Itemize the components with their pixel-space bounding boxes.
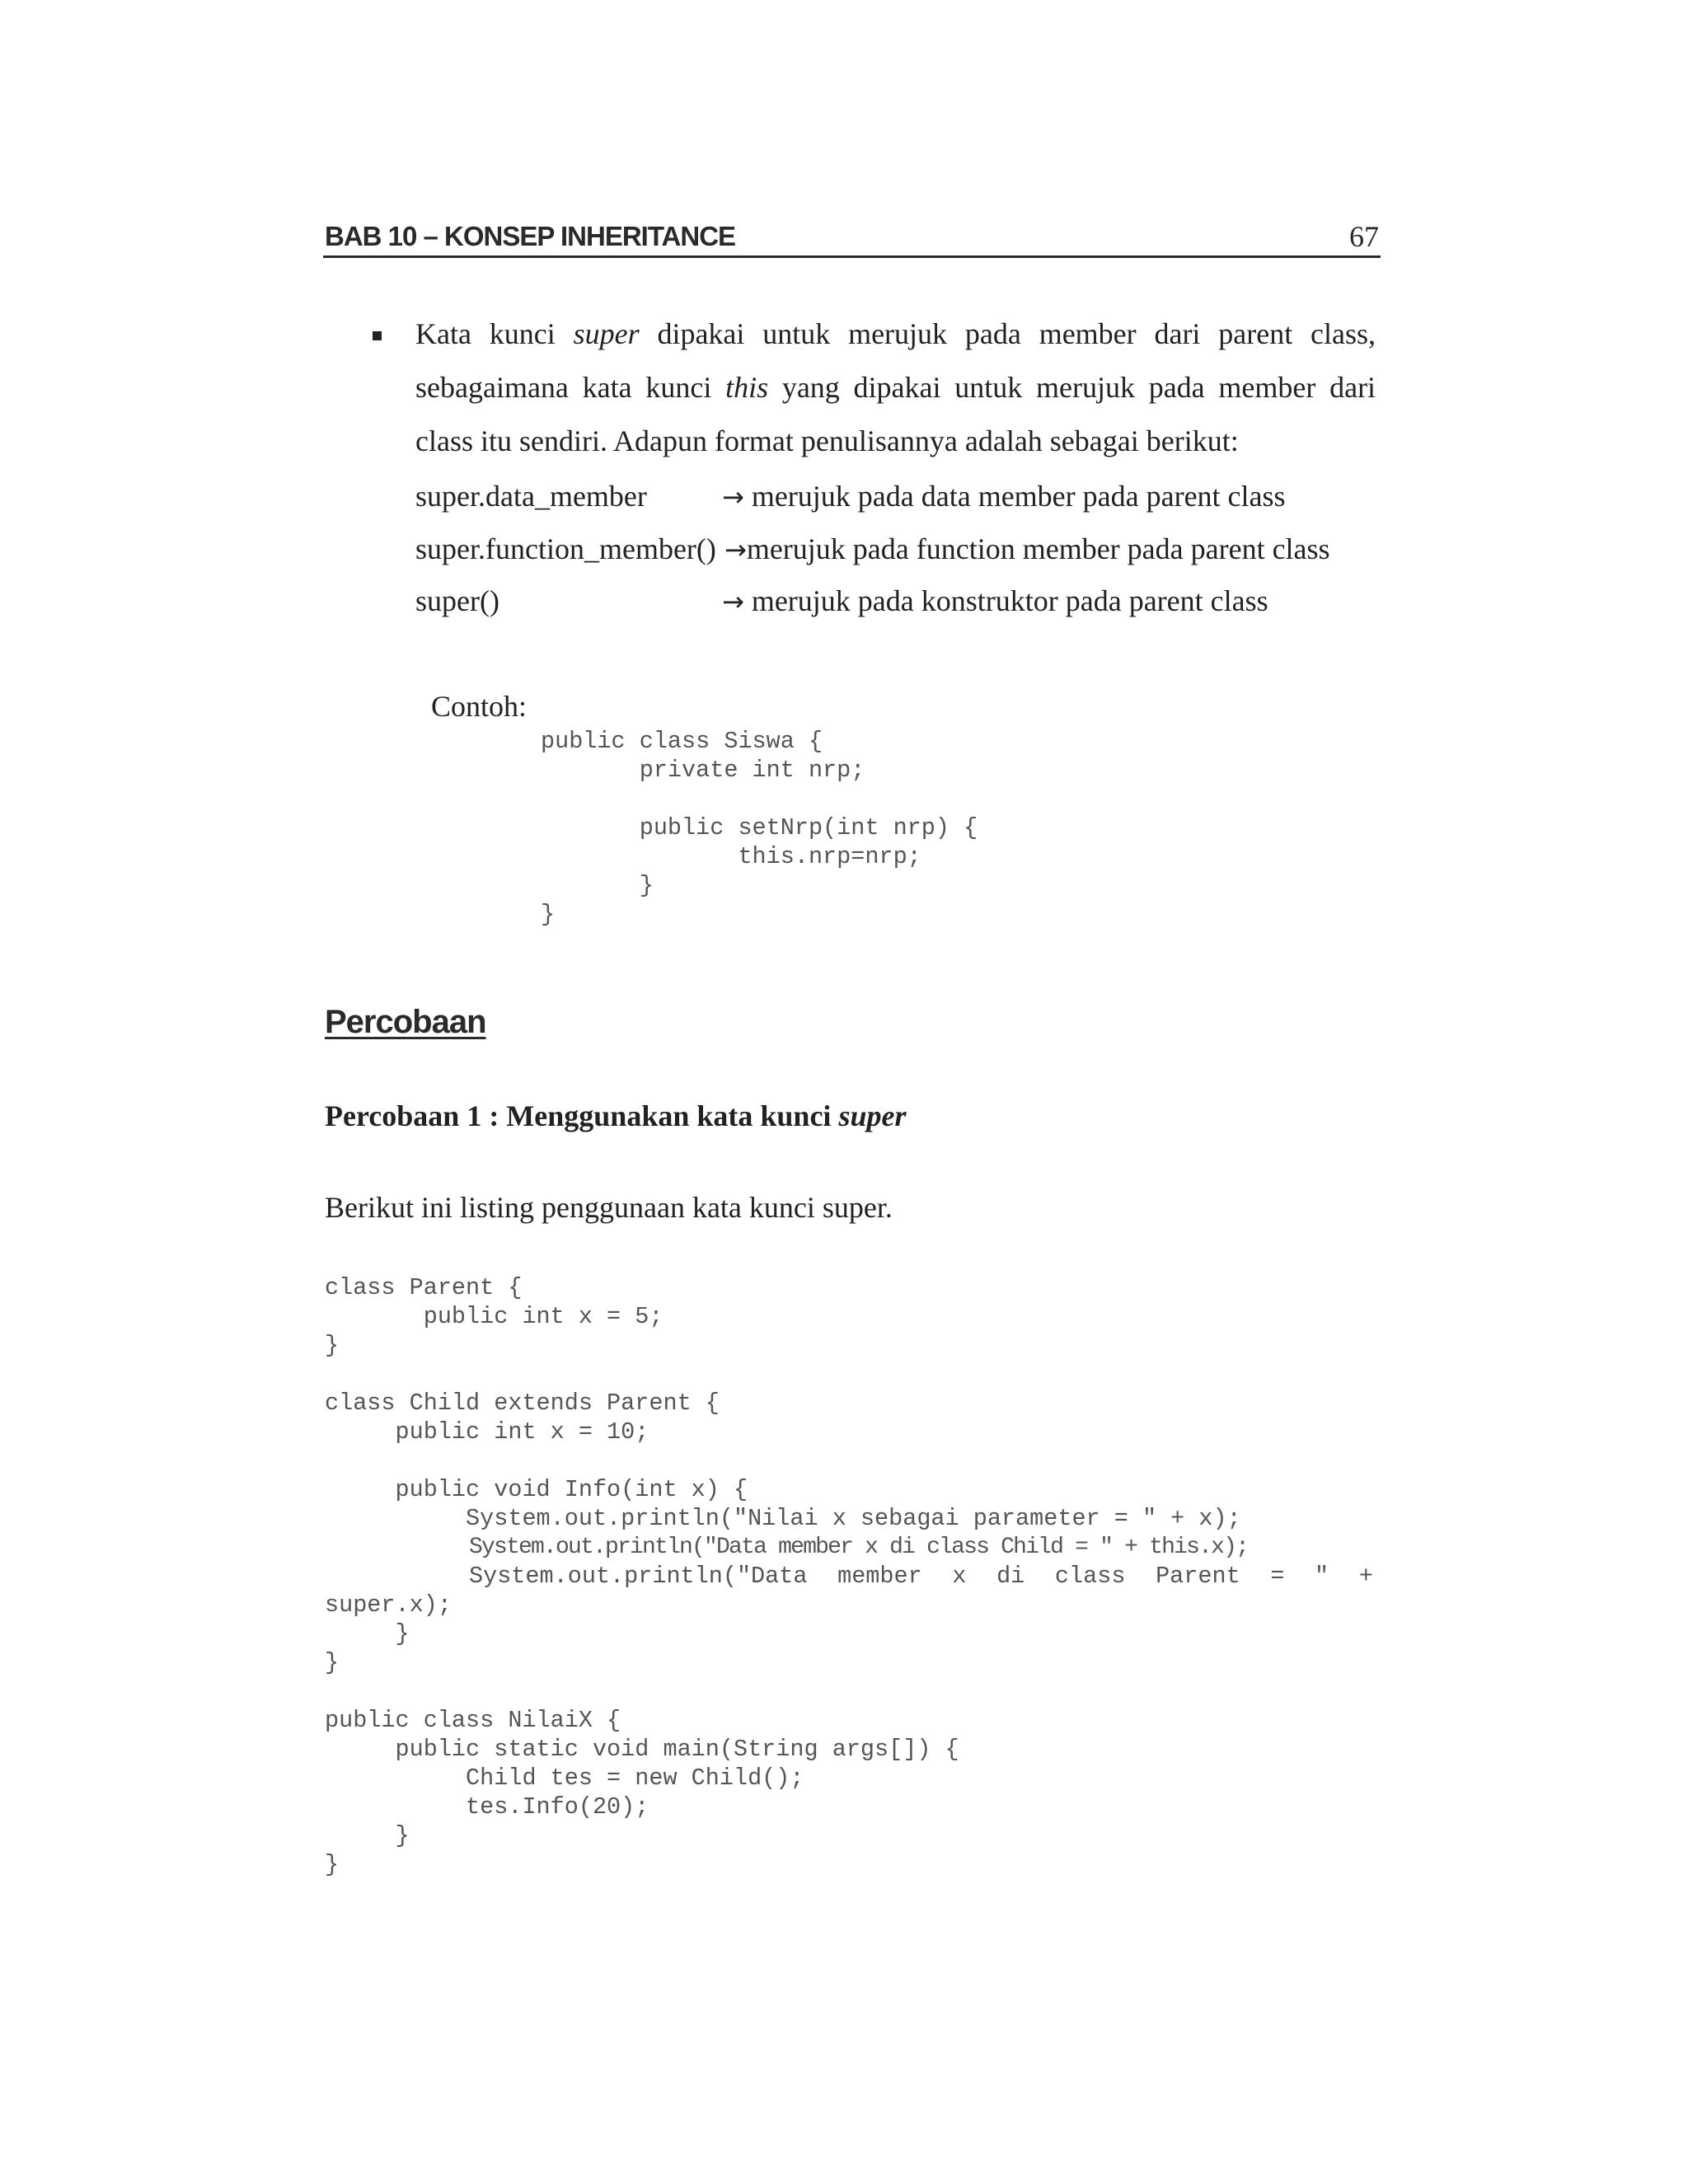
code-line-data-child: System.out.println("Data member x di class Child = " + this.x); bbox=[469, 1535, 1249, 1560]
experiment-intro: Berikut ini listing penggunaan kata kunci super. bbox=[325, 1191, 893, 1224]
listing-parent-class: class Parent { public int x = 5; } bbox=[325, 1274, 663, 1359]
code-token: " bbox=[1315, 1563, 1329, 1590]
experiment-title bbox=[325, 1099, 906, 1133]
word: untuk bbox=[954, 371, 1023, 404]
syntax-description bbox=[724, 531, 1330, 568]
listing-main-class: public class NilaiX { public static void main(String args[]) { Child tes = new Child(); tes.Info(20); } } bbox=[325, 1707, 959, 1878]
paragraph-line-2 bbox=[415, 361, 1376, 415]
syntax-row bbox=[415, 531, 1330, 567]
syntax-key: super.data_member bbox=[415, 480, 647, 513]
word: kunci bbox=[645, 371, 712, 404]
chapter-title: BAB 10 – KONSEP INHERITANCE bbox=[325, 221, 736, 251]
syntax-row bbox=[415, 583, 1268, 619]
syntax-row bbox=[415, 478, 1286, 514]
code-token: class bbox=[1054, 1563, 1126, 1590]
section-heading: Percobaan bbox=[325, 1004, 486, 1040]
word: pada bbox=[1148, 371, 1205, 404]
right-arrow-icon: → bbox=[724, 534, 747, 565]
syntax-desc-text: merujuk pada data member pada parent class bbox=[751, 480, 1286, 513]
example-code-block: public class Siswa { private int nrp; public setNrp(int nrp) { this.nrp=nrp; } } bbox=[541, 728, 978, 928]
word: merujuk bbox=[848, 317, 948, 350]
word: yang bbox=[781, 371, 840, 404]
bullet-paragraph bbox=[415, 307, 1376, 468]
code-token: x bbox=[952, 1563, 967, 1590]
word: pada bbox=[964, 317, 1021, 350]
syntax-key: super.function_member() bbox=[415, 532, 716, 565]
word: Kata bbox=[415, 317, 471, 350]
word: dipakai bbox=[853, 371, 941, 404]
code-token: + bbox=[1358, 1563, 1373, 1590]
right-arrow-icon: → bbox=[722, 586, 744, 617]
listing-child-class-end: super.x); } } bbox=[325, 1591, 452, 1676]
word: parent bbox=[1218, 317, 1293, 350]
code-token: = bbox=[1270, 1563, 1285, 1590]
word: kata bbox=[582, 371, 632, 404]
page-number: 67 bbox=[1349, 220, 1379, 253]
word: untuk bbox=[762, 317, 831, 350]
experiment-title-keyword: super bbox=[838, 1099, 907, 1132]
bullet-square-icon bbox=[373, 331, 382, 340]
keyword-this: this bbox=[725, 371, 769, 404]
word: class, bbox=[1311, 317, 1376, 350]
word: dari bbox=[1154, 317, 1201, 350]
code-token: member bbox=[837, 1563, 922, 1590]
paragraph-line-3: class itu sendiri. Adapun format penulisannya adalah sebagai berikut: bbox=[415, 424, 1239, 457]
syntax-desc-text: merujuk pada konstruktor pada parent class bbox=[751, 584, 1268, 617]
syntax-desc-text: merujuk pada function member pada parent class bbox=[746, 532, 1330, 565]
word: kunci bbox=[489, 317, 556, 350]
code-token: System.out.println("Data bbox=[469, 1563, 808, 1590]
example-label: Contoh: bbox=[431, 690, 528, 723]
page-header bbox=[323, 216, 1381, 258]
syntax-description bbox=[722, 478, 1286, 515]
syntax-key: super() bbox=[415, 584, 499, 617]
word: member bbox=[1218, 371, 1316, 404]
code-line-data-parent bbox=[469, 1562, 1373, 1591]
word: dipakai bbox=[657, 317, 745, 350]
word: merujuk bbox=[1035, 371, 1135, 404]
listing-child-class: class Child extends Parent { public int x = 10; public void Info(int x) { System.out.println("Nilai x sebagai parameter = " + x); bbox=[325, 1390, 1241, 1532]
right-arrow-icon: → bbox=[722, 481, 744, 513]
keyword-super: super bbox=[573, 317, 640, 350]
paragraph-line-1 bbox=[415, 307, 1376, 361]
word: member bbox=[1039, 317, 1137, 350]
word: sebagaimana bbox=[415, 371, 569, 404]
syntax-description bbox=[722, 583, 1268, 620]
word: dari bbox=[1329, 371, 1376, 404]
experiment-title-text: Percobaan 1 : Menggunakan kata kunci bbox=[325, 1099, 839, 1132]
code-token: Parent bbox=[1156, 1563, 1240, 1590]
code-token: di bbox=[996, 1563, 1025, 1590]
